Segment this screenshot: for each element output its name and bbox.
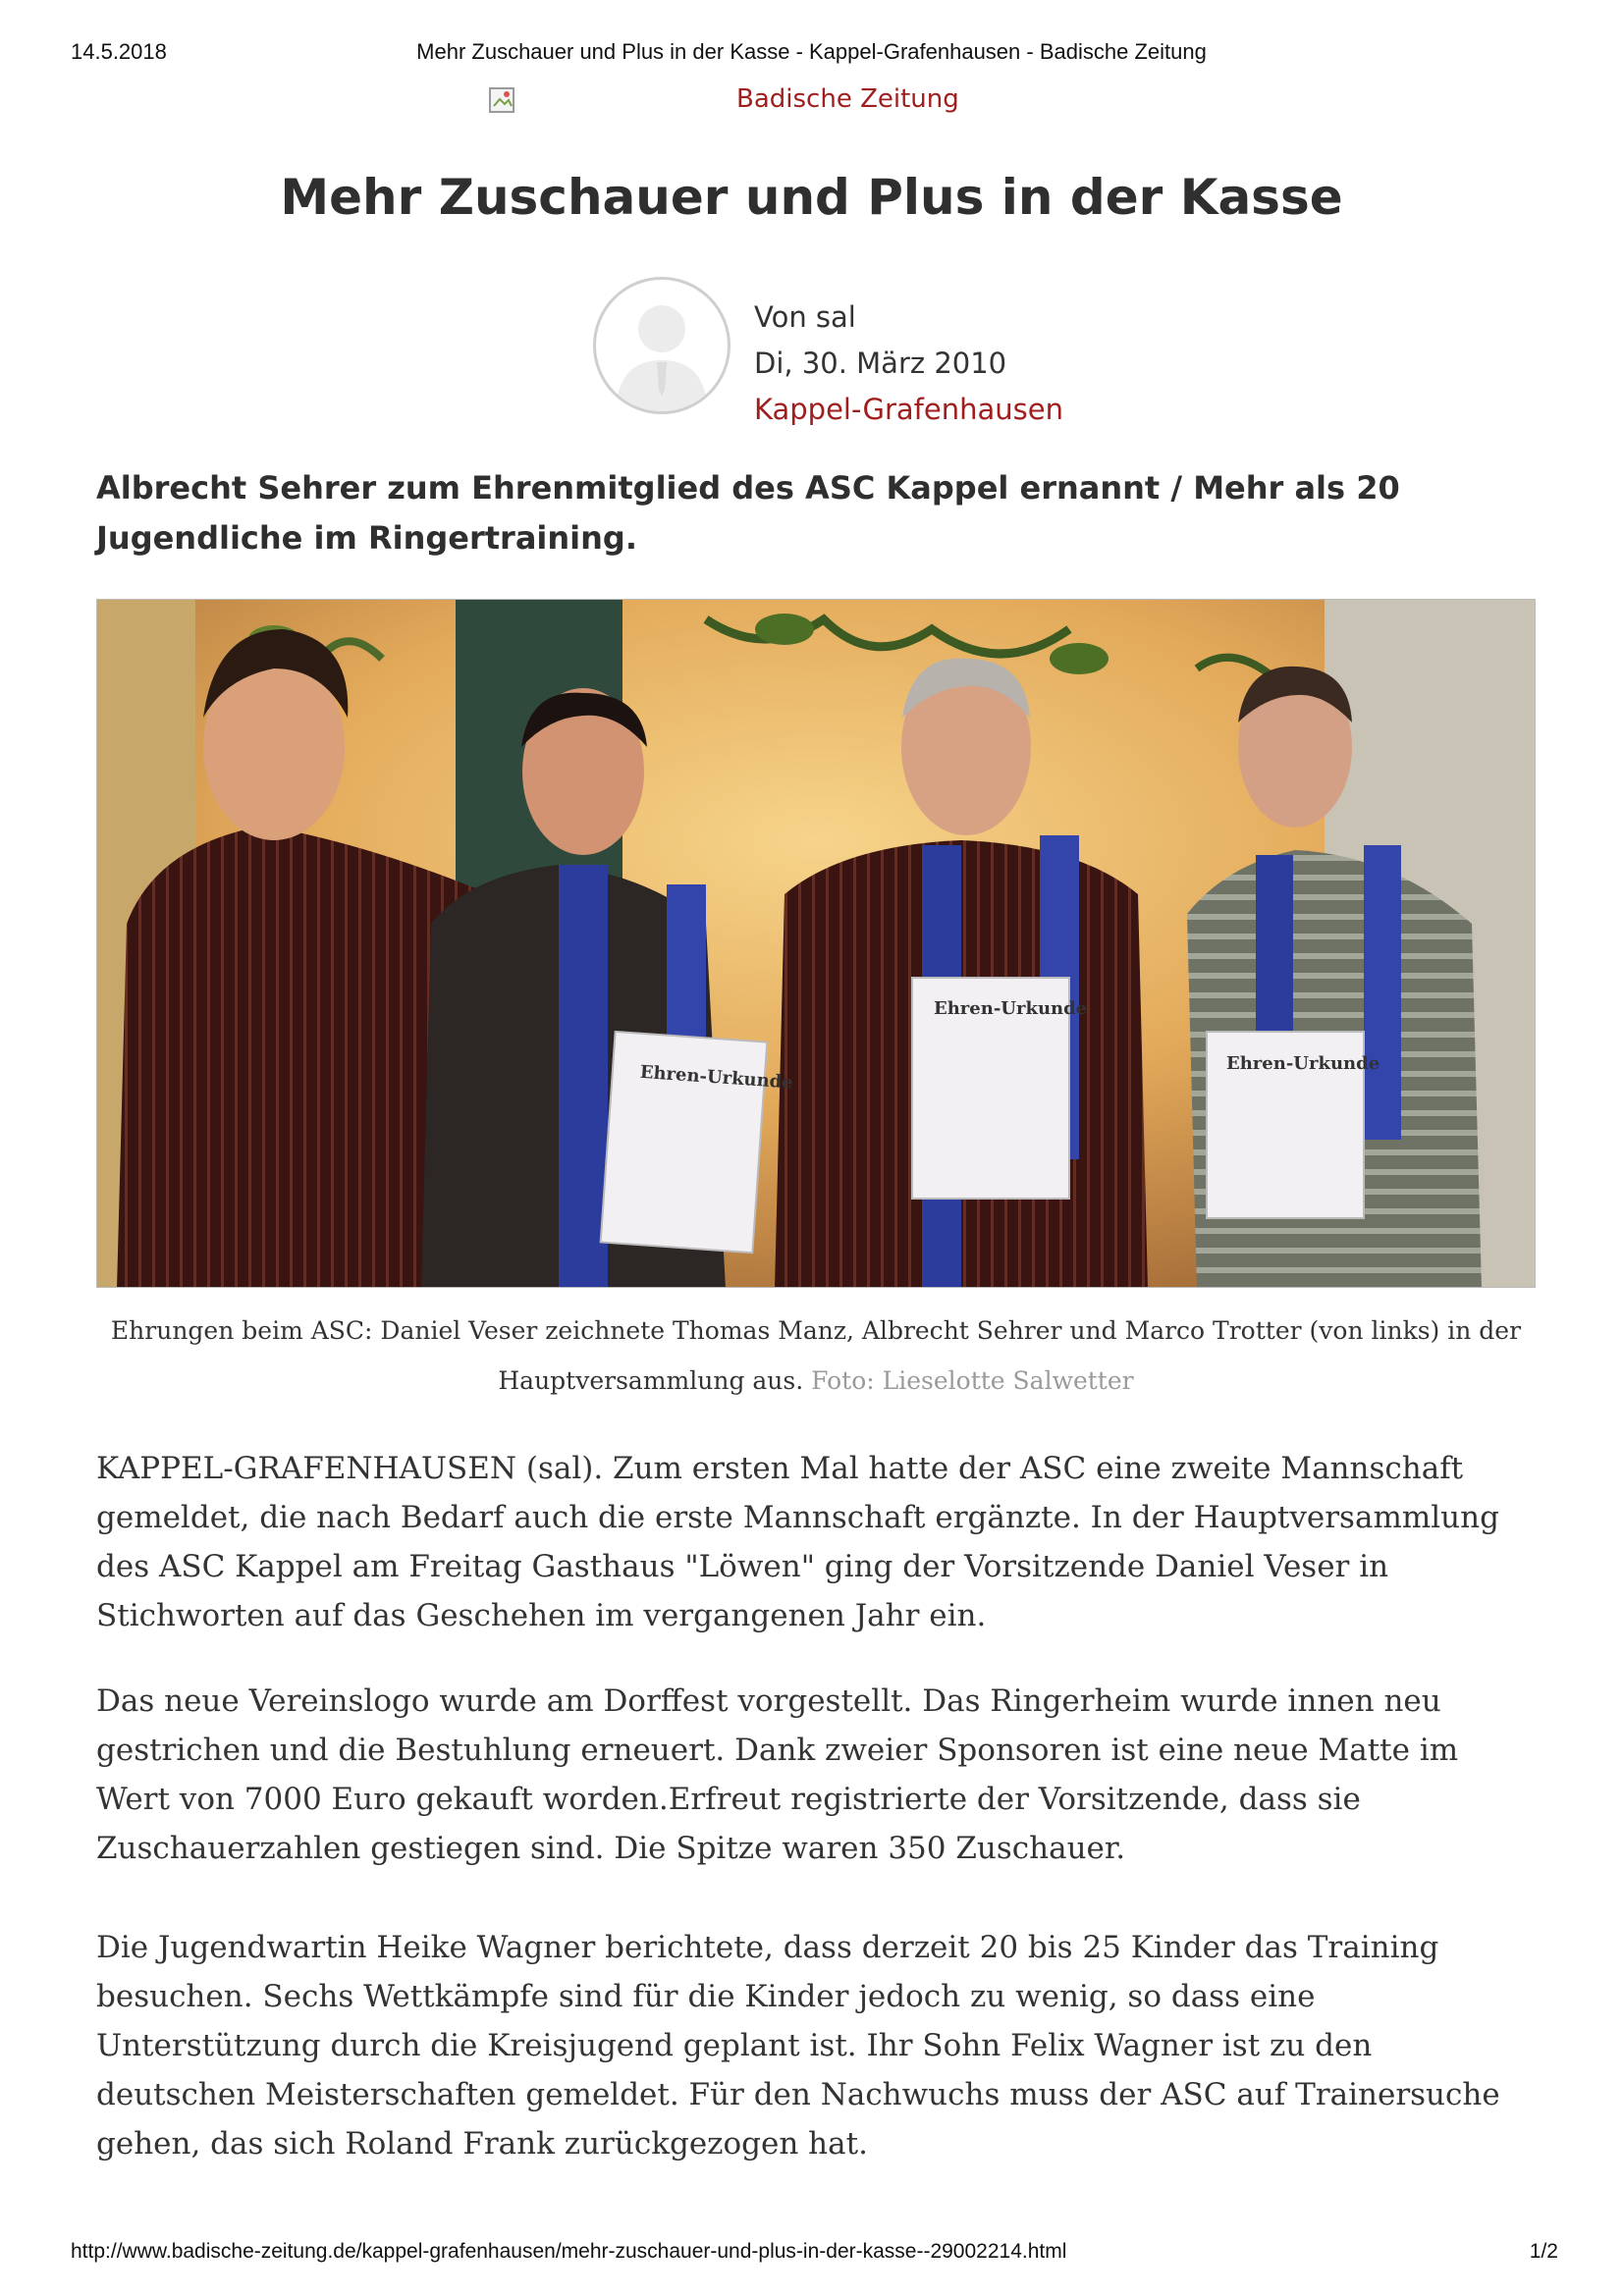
photo-credit: Foto: Lieselotte Salwetter	[811, 1366, 1134, 1395]
photo-caption-text: Ehrungen beim ASC: Daniel Veser zeichnete Thomas Manz, Albrecht Sehrer und Marco Trotter (von links) in der Hauptversammlung aus.	[110, 1316, 1522, 1395]
masthead	[0, 84, 1623, 120]
certificate-2	[912, 978, 1087, 1199]
page-number: 1/2	[1529, 2240, 1558, 2263]
photo-caption	[96, 1306, 1536, 1406]
print-document-title: Mehr Zuschauer und Plus in der Kasse - Kappel-Grafenhausen - Badische Zeitung	[416, 39, 1207, 64]
article-paragraph: Die Jugendwartin Heike Wagner berichtete, dass derzeit 20 bis 25 Kinder das Training besuchen. Sechs Wettkämpfe sind für die Kinder jedoch zu wenig, so dass eine Unterstützung durch die Kreisjugend geplant ist. Ihr Sohn Felix Wagner ist zu den deutschen Meisterschaften gemeldet. Für den Nachwuchs muss der ASC auf Trainersuche gehen, das sich Roland Frank zurückgezogen hat.	[96, 1930, 1500, 2162]
article-byline	[754, 294, 1063, 433]
print-footer	[0, 2240, 1623, 2269]
article-teaser: Albrecht Sehrer zum Ehrenmitglied des ASC Kappel ernannt / Mehr als 20 Jugendliche im Ringertraining.	[96, 469, 1400, 557]
article-paragraph: Das neue Vereinslogo wurde am Dorffest vorgestellt. Das Ringerheim wurde innen neu gestrichen und die Bestuhlung erneuert. Dank zweier Sponsoren ist eine neue Matte im Wert von 7000 Euro gekauft worden.Erfreut registrierte der Vorsitzende, dass sie Zuschauerzahlen gestiegen sind. Die Spitze waren 350 Zuschauer.	[96, 1683, 1459, 1866]
masthead-logo-link[interactable]: Badische Zeitung	[736, 84, 959, 114]
broken-image-icon	[488, 86, 517, 116]
article-location-link[interactable]: Kappel-Grafenhausen	[754, 393, 1063, 426]
article-headline: Mehr Zuschauer und Plus in der Kasse	[280, 169, 1343, 226]
article-paragraph: KAPPEL-GRAFENHAUSEN (sal). Zum ersten Mal hatte der ASC eine zweite Mannschaft gemeldet, die nach Bedarf auch die erste Mannschaft ergänzte. In der Hauptversammlung des ASC Kappel am Freitag Gasthaus "Löwen" ging der Vorsitzende Daniel Veser in Stichworten auf das Geschehen im vergangenen Jahr ein.	[96, 1451, 1499, 1633]
certificate-3	[1207, 1032, 1380, 1218]
certificate-label: Ehren-Urkunde	[934, 998, 1088, 1019]
article-date: Di, 30. März 2010	[754, 347, 1007, 380]
certificate-label: Ehren-Urkunde	[639, 1061, 794, 1094]
article-photo	[96, 599, 1536, 1288]
article-author: Von sal	[754, 300, 856, 334]
print-url: http://www.badische-zeitung.de/kappel-grafenhausen/mehr-zuschauer-und-plus-in-der-kasse--29002214.html	[71, 2240, 1067, 2263]
certificate-label: Ehren-Urkunde	[1226, 1053, 1380, 1074]
author-avatar	[593, 277, 730, 414]
print-date: 14.5.2018	[71, 39, 167, 64]
print-header	[0, 39, 1623, 69]
